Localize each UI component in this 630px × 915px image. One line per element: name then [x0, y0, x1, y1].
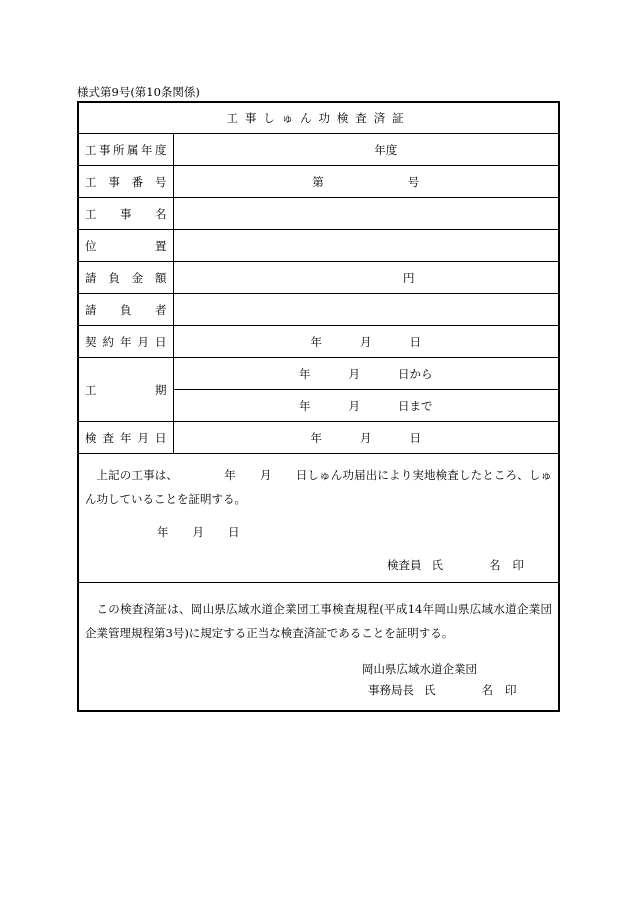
period-from-month: 月 — [348, 366, 360, 381]
work-period-label: 工期 — [78, 358, 173, 422]
fiscal-year-label: 工事所属年度 — [78, 134, 173, 166]
contract-date-day: 日 — [409, 334, 421, 349]
certification-block — [78, 454, 559, 583]
inspection-date-year: 年 — [310, 430, 322, 445]
contract-date-field[interactable] — [173, 326, 559, 358]
inspector-given: 名 — [489, 558, 501, 572]
location-field[interactable] — [173, 230, 559, 262]
work-number-field[interactable] — [173, 166, 559, 198]
cert-date-year: 年 — [157, 525, 169, 539]
form-title: 工事しゅん功検査済証 — [78, 102, 559, 134]
inspection-date-day: 日 — [409, 430, 421, 445]
cert-text-lead: 上記の工事は、 — [96, 468, 179, 482]
inspection-certificate-form — [77, 101, 560, 712]
fiscal-year-unit: 年度 — [374, 142, 398, 157]
period-to-year: 年 — [299, 398, 311, 413]
work-number-label: 工事番号 — [78, 166, 173, 198]
contract-date-label: 契約年月日 — [78, 326, 173, 358]
director-signature[interactable] — [368, 682, 517, 698]
contractor-field[interactable] — [173, 294, 559, 326]
cert-month: 月 — [259, 468, 272, 482]
authority-organization: 岡山県広域水道企業団 — [362, 662, 477, 676]
inspector-signature[interactable] — [387, 557, 524, 573]
contract-amount-label: 請負金額 — [78, 262, 173, 294]
contractor-label: 請負者 — [78, 294, 173, 326]
inspector-title: 検査員 — [387, 558, 422, 572]
work-number-suffix: 号 — [407, 174, 420, 189]
certification-date[interactable] — [157, 524, 240, 540]
form-code: 様式第9号(第10条関係) — [77, 85, 200, 99]
inspection-date-label: 検査年月日 — [78, 422, 173, 454]
contract-date-month: 月 — [360, 334, 372, 349]
work-number-prefix: 第 — [312, 174, 324, 189]
fiscal-year-field[interactable] — [173, 134, 559, 166]
inspection-date-field[interactable] — [173, 422, 559, 454]
contract-date-year: 年 — [310, 334, 322, 349]
inspector-seal: 印 — [512, 558, 524, 572]
authority-block — [78, 583, 559, 712]
inspector-surname: 氏 — [431, 558, 443, 572]
cert-year: 年 — [224, 468, 236, 482]
work-name-label: 工事名 — [78, 198, 173, 230]
period-from-day: 日から — [398, 366, 433, 381]
cert-date-month: 月 — [192, 525, 204, 539]
period-to-month: 月 — [348, 398, 360, 413]
director-position: 事務局長 — [368, 683, 414, 697]
period-from-year: 年 — [299, 366, 311, 381]
work-name-field[interactable] — [173, 198, 559, 230]
period-to-day: 日まで — [398, 398, 433, 413]
inspection-date-month: 月 — [360, 430, 372, 445]
cert-date-day: 日 — [228, 525, 240, 539]
director-seal: 印 — [505, 683, 517, 697]
work-period-from-field[interactable] — [173, 358, 559, 390]
contract-amount-field[interactable] — [173, 262, 559, 294]
contract-amount-unit: 円 — [403, 270, 415, 285]
cert-text-tail: 日しゅん功届出により実地検査したところ、しゅん功していることを証明する。 — [85, 468, 553, 506]
director-surname: 氏 — [424, 683, 436, 697]
work-period-to-field[interactable] — [173, 390, 559, 422]
director-given: 名 — [481, 683, 493, 697]
authority-statement: この検査済証は、岡山県広域水道企業団工事検査規程(平成14年岡山県広域水道企業団企業管理規程第3号)に規定する正当な検査済証であることを証明する。 — [85, 602, 552, 640]
certification-statement — [85, 463, 552, 511]
location-label: 位置 — [78, 230, 173, 262]
